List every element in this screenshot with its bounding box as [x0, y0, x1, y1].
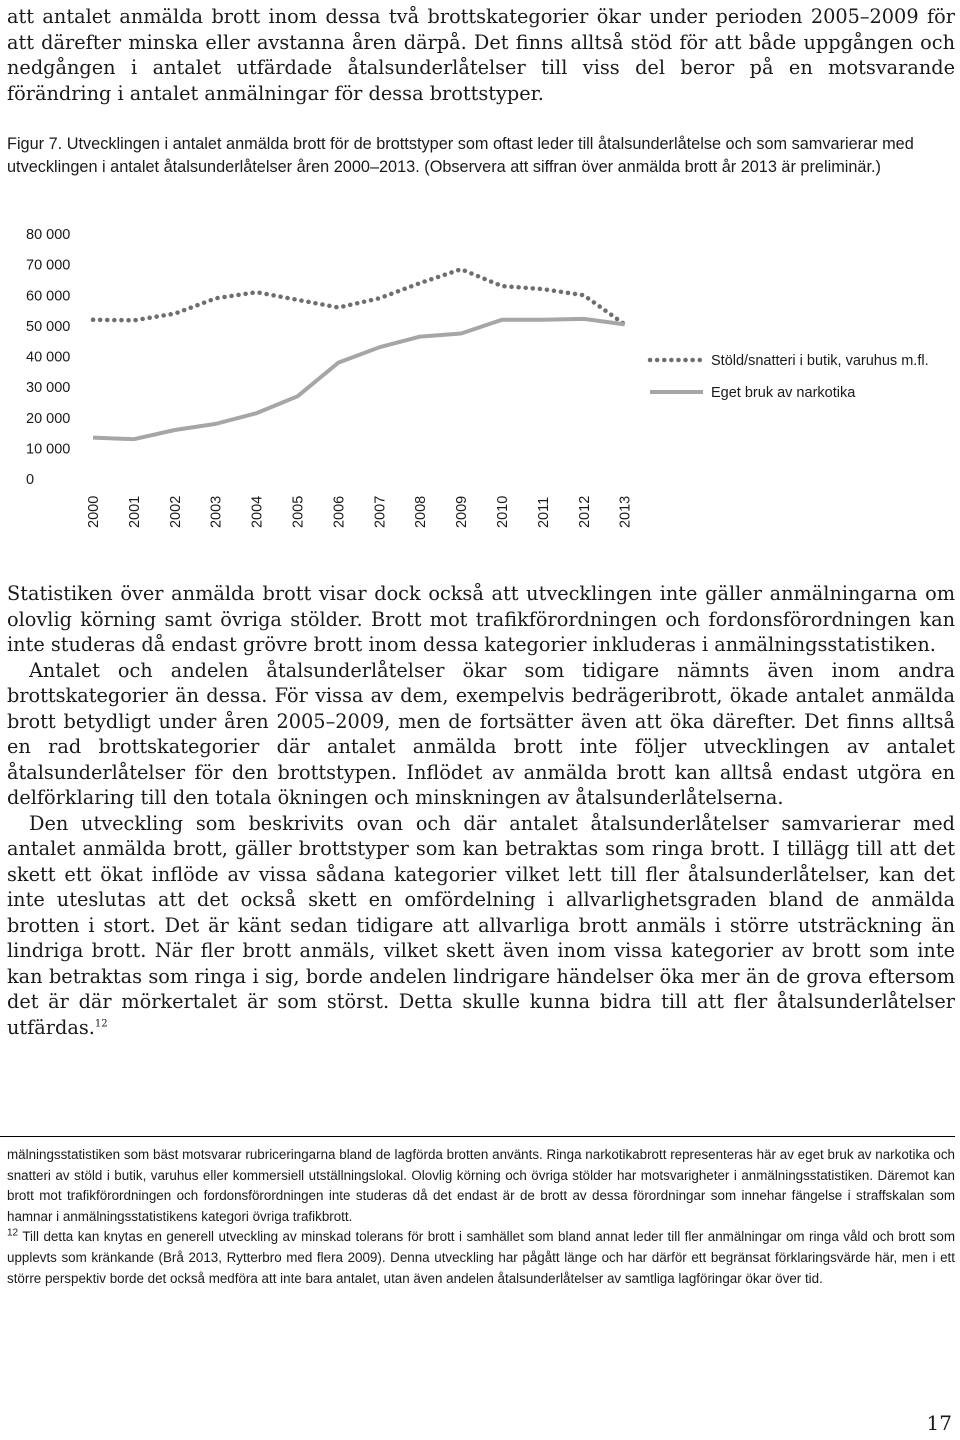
x-tick-label: 2010: [495, 495, 511, 528]
y-tick-label: 0: [26, 472, 35, 488]
series-line-2: [93, 319, 625, 439]
body-paragraph: Statistiken över anmälda brott visar dock också att utvecklingen inte gäller anmälningarna om olovlig körning samt övriga stölder. Brott mot trafikförordningen och fordonsförordningen kan inte studeras då endast grövre brott inom dessa kategorier inkluderas i anmälningsstatistiken.: [7, 582, 955, 656]
y-tick-label: 30 000: [26, 380, 71, 397]
footnote-number: 12: [7, 1227, 19, 1239]
footnote-text: Till detta kan knytas en generell utveckling av minskad tolerans för brott i samhället som bland annat leder till fler anmälningar om ringa våld och brott som upplevts som kränkande (Brå 2013, Rytterbro med flera 2009). Denna utveckling har pågått länge och har därför ett begränsat förklaringsvärde här, men i ett större perspektiv borde det också medföra att inte bara antalet, utan även andelen åtalsunderlåtelser av samtliga lagföringar ökar över tid.: [7, 1229, 955, 1286]
y-tick-label: 20 000: [26, 410, 71, 427]
y-tick-label: 10 000: [26, 441, 71, 458]
x-tick-label: 2012: [576, 495, 593, 528]
y-tick-label: 50 000: [26, 318, 71, 335]
body-paragraph-text: Den utveckling som beskrivits ovan och där antalet åtalsunderlåtelser samvarierar med antalet anmälda brott, gäller brottstyper som kan betraktas som ringa brott. I tillägg till att det skett ett ökat inflöde av vissa sådana kategorier vilket lett till fler åtalsunderlåtelser, kan det inte uteslutas att det också skett en omfördelning i allvarlighetsgraden bland de anmälda brotten i stort. Det är känt sedan tidigare att allvarliga brott anmäls i större utsträckning än lindriga brott. När fler brott anmäls, vilket skett även inom vissa kategorier av brott som inte kan betraktas som ringa i sig, borde andelen lindrigare händelser öka mer än de grova eftersom det är där mörkertalet är som störst. Detta skulle kunna bidra till att fler åtalsunderlåtelser utfärdas.: [7, 811, 955, 1039]
figure-caption-text: Utvecklingen i antalet anmälda brott för de brottstyper som oftast leder till åtalsunderlåtelse och som samvarierar med utvecklingen i antalet åtalsunderlåtelser åren 2000–2013. (Observera att siffran över anmälda brott år 2013 är preliminär.): [7, 135, 914, 176]
footnote-12: [7, 1227, 955, 1289]
legend: [650, 353, 929, 401]
series-line-1: [93, 269, 625, 324]
x-tick-label: 2001: [126, 495, 143, 528]
legend-label: Stöld/snatteri i butik, varuhus m.fl.: [711, 353, 929, 369]
x-tick-label: 2006: [331, 495, 348, 528]
x-tick-label: 2000: [86, 495, 102, 528]
figure-caption: [7, 133, 955, 178]
x-axis: [86, 496, 634, 528]
figure-label: Figur 7.: [7, 135, 63, 153]
footnote-divider: [0, 1136, 955, 1137]
footnote-reference[interactable]: 12: [94, 1018, 108, 1030]
y-axis: [26, 227, 70, 488]
x-tick-label: 2013: [617, 495, 634, 528]
y-tick-label: 80 000: [26, 227, 71, 243]
page-number: 17: [926, 1411, 952, 1435]
line-chart: [0, 210, 960, 545]
body-paragraph: [7, 811, 955, 1041]
body-paragraph: Antalet och andelen åtalsunderlåtelser ökar som tidigare nämnts även inom andra brottskategorier än dessa. För vissa av dem, exempelvis bedrägeribrott, ökade antalet anmälda brott betydligt under åren 2005–2009, men de fortsätter även att öka därefter. Det finns alltså en rad brottskategorier där antalet anmälda brott inte följer utvecklingen av antalet åtalsunderlåtelser för den brottstypen. Inflödet av anmälda brott kan alltså endast utgöra en delförklaring till den totala ökningen och minskningen av åtalsunderlåtelserna.: [7, 658, 955, 809]
body-text: [7, 581, 955, 1040]
footnotes: [7, 1145, 955, 1289]
x-tick-label: 2011: [535, 496, 552, 528]
footnote-continued: mälningsstatistiken som bäst motsvarar rubriceringarna bland de lagförda brotten använts. Ringa narkotikabrott representeras här av eget bruk av narkotika och snatteri av stöld i butik, varuhus eller kommersiell utställningslokal. Olovlig körning och övriga stölder har motsvarigheter i anmälningsstatistiken. Däremot kan brott mot trafikförordningen och fordonsförordningen inte studeras då det endast är de brott av dessa förordningar som innehar fängelse i straffskalan som hamnar i anmälningsstatistikens kategori övriga trafikbrott.: [7, 1147, 955, 1224]
x-tick-label: 2003: [208, 495, 225, 528]
y-tick-label: 40 000: [26, 349, 71, 366]
top-paragraph-text: att antalet anmälda brott inom dessa två brottskategorier ökar under perioden 2005–2009 för att därefter minska eller avstanna åren därpå. Det finns alltså stöd för att både uppgången och nedgången i antalet utfärdade åtalsunderlåtelser till viss del beror på en motsvarande förändring i antalet anmälningar för dessa brottstyper.: [7, 5, 955, 105]
x-tick-label: 2007: [372, 495, 389, 528]
top-paragraph: [7, 4, 955, 106]
x-tick-label: 2002: [167, 495, 184, 528]
legend-label: Eget bruk av narkotika: [711, 385, 856, 401]
x-tick-label: 2009: [454, 495, 471, 528]
y-tick-label: 60 000: [26, 288, 71, 305]
x-tick-label: 2004: [249, 495, 266, 528]
series-layer: [93, 269, 625, 439]
x-tick-label: 2008: [413, 495, 430, 528]
y-tick-label: 70 000: [26, 257, 71, 274]
x-tick-label: 2005: [290, 495, 307, 528]
